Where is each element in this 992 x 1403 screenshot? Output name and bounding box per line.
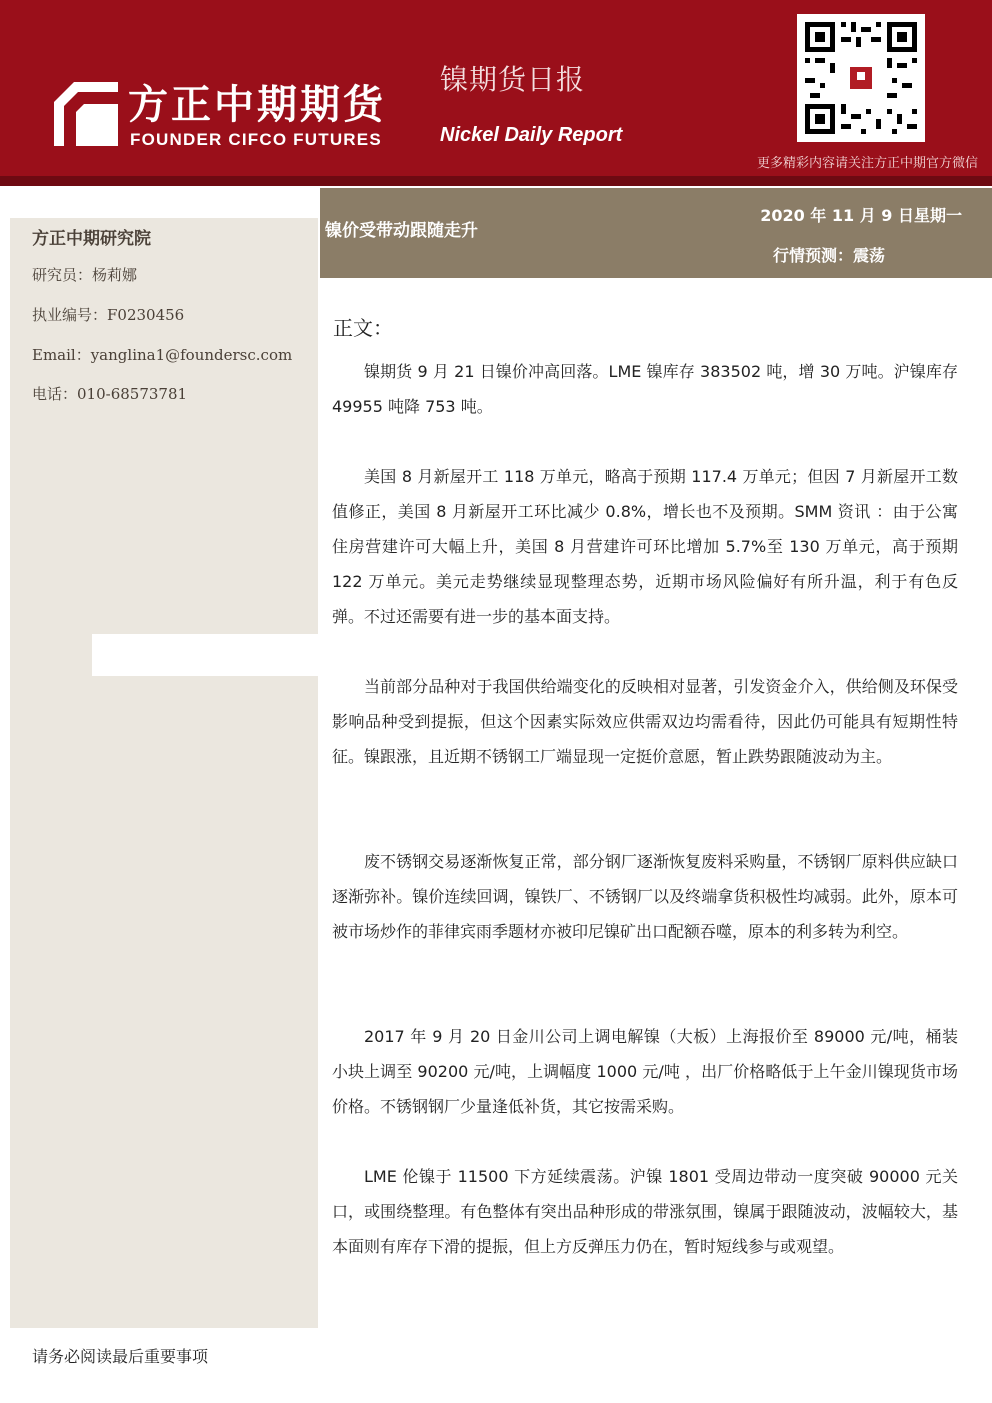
contact-email: Email：yanglina1@foundersc.com	[32, 346, 293, 364]
qr-caption: 更多精彩内容请关注方正中期官方微信	[756, 156, 978, 171]
report-date: 2020 年 11 月 9 日星期一	[760, 206, 962, 225]
sidebar-notch	[92, 634, 318, 676]
report-title-en: Nickel Daily Report	[440, 124, 623, 146]
brand-name-cn: 方正中期期货	[128, 82, 386, 128]
research-institute: 方正中期研究院	[32, 229, 151, 249]
founder-logo-icon	[54, 82, 118, 146]
license-number: 执业编号：F0230456	[32, 306, 185, 324]
brand-name-en: FOUNDER CIFCO FUTURES	[130, 130, 382, 149]
report-title-cn: 镍期货日报	[440, 63, 586, 96]
body-paragraph: 镍期货 9 月 21 日镍价冲高回落。LME 镍库存 383502 吨，增 30 万吨。沪镍库存 49955 吨降 753 吨。	[332, 362, 958, 416]
body-paragraph: LME 伦镍于 11500 下方延续震荡。沪镍 1801 受周边带动一度突破 90000 元关口，或围绕整理。有色整体有突出品种形成的带涨氛围，镍属于跟随波动，波幅较大，基本面则有库存下滑的提振，但上方反弹压力仍在，暂时短线参与或观望。	[332, 1167, 958, 1256]
report-headline: 镍价受带动跟随走升	[325, 221, 478, 241]
contact-phone: 电话：010-68573781	[32, 385, 188, 403]
disclaimer-note: 请务必阅读最后重要事项	[32, 1347, 209, 1366]
header-divider	[0, 176, 992, 186]
body-paragraph: 2017 年 9 月 20 日金川公司上调电解镍（大板）上海报价至 89000 元/吨，桶装小块上调至 90200 元/吨，上调幅度 1000 元/吨 ，出厂价格略低于上午金川镍现货市场价格。不锈钢钢厂少量逢低补货，其它按需采购。	[332, 1027, 958, 1116]
market-forecast: 行情预测：震荡	[773, 246, 886, 265]
body-paragraph: 废不锈钢交易逐渐恢复正常，部分钢厂逐渐恢复废料采购量，不锈钢厂原料供应缺口逐渐弥补。镍价连续回调，镍铁厂、不锈钢厂以及终端拿货积极性均减弱。此外，原本可被市场炒作的菲律宾雨季题材亦被印尼镍矿出口配额吞噬，原本的利多转为利空。	[332, 852, 958, 941]
body-paragraph: 美国 8 月新屋开工 118 万单元，略高于预期 117.4 万单元；但因 7 月新屋开工数值修正，美国 8 月新屋开工环比减少 0.8%，增长也不及预期。SMM 资讯 ：由于公寓住房营建许可大幅上升，美国 8 月营建许可环比增加 5.7%至 130 万单元，高于预期 122 万单元。美元走势继续显现整理态势，近期市场风险偏好有所升温，利于有色反弹。不过还需要有进一步的基本面支持。	[332, 467, 958, 626]
body-paragraph: 当前部分品种对于我国供给端变化的反映相对显著，引发资金介入，供给侧及环保受影响品种受到提振，但这个因素实际效应供需双边均需看待，因此仍可能具有短期性特征。镍跟涨，且近期不锈钢工厂端显现一定挺价意愿，暂止跌势跟随波动为主。	[332, 677, 958, 766]
body-heading: 正文：	[333, 316, 393, 340]
researcher-name: 研究员：杨莉娜	[32, 266, 138, 284]
wechat-qr-code	[797, 14, 925, 142]
